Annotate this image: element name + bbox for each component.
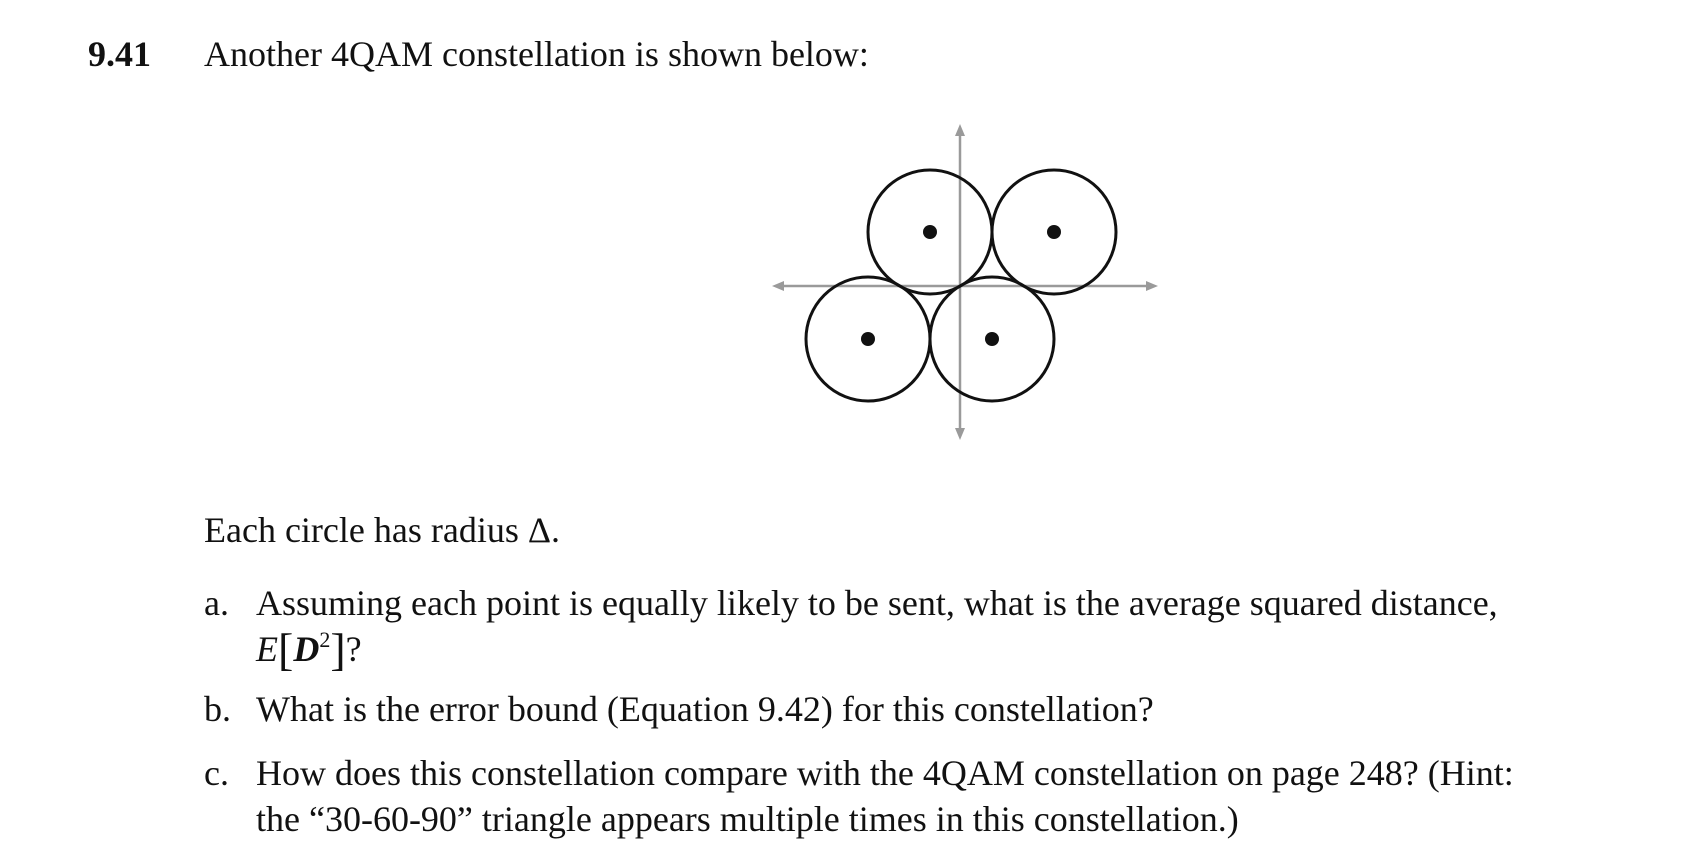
math-close-bracket: ] bbox=[330, 624, 346, 675]
radius-note: Each circle has radius Δ. bbox=[204, 510, 560, 550]
math-open-bracket: [ bbox=[278, 624, 294, 675]
math-exponent: 2 bbox=[319, 627, 331, 652]
point-upper-right bbox=[1047, 225, 1061, 239]
question-b-text: What is the error bound (Equation 9.42) for this constellation? bbox=[256, 689, 1154, 729]
problem-intro: Another 4QAM constellation is shown below: bbox=[204, 34, 869, 74]
question-a-text bbox=[256, 580, 1696, 675]
question-c-text bbox=[256, 750, 1696, 842]
problem-number: 9.41 bbox=[88, 34, 151, 74]
question-a-math bbox=[256, 624, 1696, 675]
question-c-label: c. bbox=[204, 753, 229, 793]
question-c-line2: the “30-60-90” triangle appears multiple times in this constellation.) bbox=[256, 799, 1239, 839]
question-b-label: b. bbox=[204, 689, 231, 729]
vertical-axis-arrow-up bbox=[955, 124, 965, 136]
point-lower-right bbox=[985, 332, 999, 346]
math-expectation-symbol: E bbox=[256, 629, 278, 669]
horizontal-axis-arrow-left bbox=[772, 281, 784, 291]
question-a-line1: Assuming each point is equally likely to be sent, what is the average squared distance, bbox=[256, 583, 1498, 623]
constellation-diagram bbox=[770, 120, 1170, 450]
point-lower-left bbox=[861, 332, 875, 346]
constellation-figure bbox=[770, 120, 1170, 450]
math-question-mark: ? bbox=[345, 629, 362, 669]
horizontal-axis-arrow-right bbox=[1146, 281, 1158, 291]
vertical-axis-arrow-down bbox=[955, 428, 965, 440]
math-distance-symbol: D bbox=[293, 629, 320, 669]
question-a-label: a. bbox=[204, 583, 229, 623]
point-upper-left bbox=[923, 225, 937, 239]
question-c-line1: How does this constellation compare with the 4QAM constellation on page 248? (Hint: bbox=[256, 753, 1514, 793]
